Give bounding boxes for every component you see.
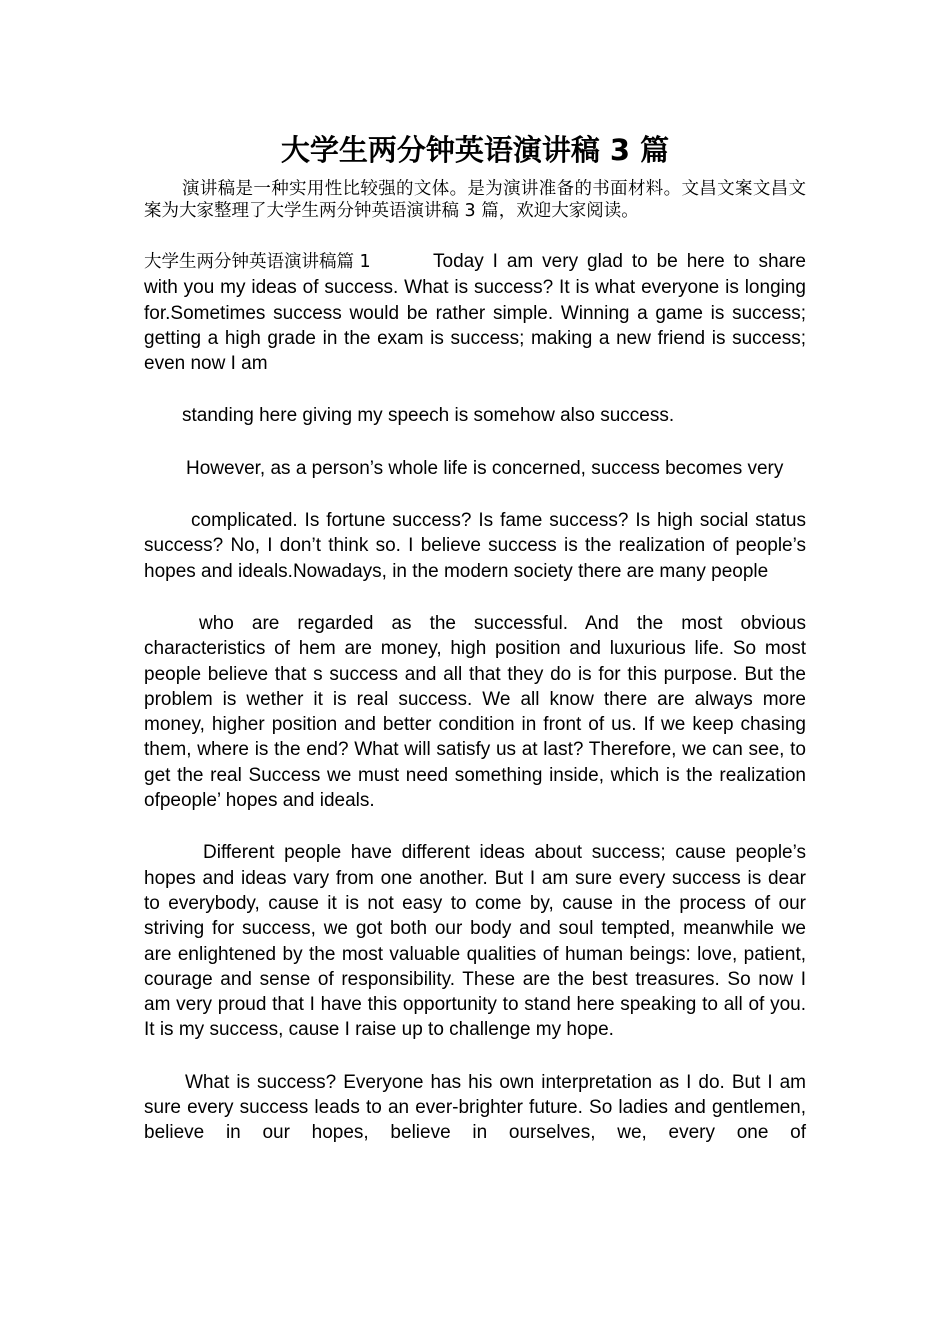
paragraph-6: Different people have different ideas about success; cause people’s hopes and ideas vary from one another. But I am sure every success is dear to everybody, cause it is not easy to come by, cause in the process of our striving for success, we got both our body and soul tempted, meanwhile we are enlightened by the most valuable qualities of human beings: love, patient, courage and sense of responsibility. These are the best treasures. So now I am very proud that I have this opportunity to stand here speaking to all of you. It is my success, cause I raise up to challenge my hope.	[144, 842, 806, 1041]
spacer	[144, 481, 806, 508]
section-heading: 大学生两分钟英语演讲稿篇 1	[144, 252, 371, 272]
paragraph-4: complicated. Is fortune success? Is fame success? Is high social status success? No, I don’t think so. I believe success is the realization of people’s hopes and ideals.Nowadays, in the modern society there are many people	[144, 510, 806, 582]
paragraph-2: standing here giving my speech is somehow also success.	[182, 405, 675, 427]
spacer	[144, 222, 806, 249]
paragraph-3: However, as a person’s whole life is concerned, success becomes very	[186, 457, 784, 479]
document-title: 大学生两分钟英语演讲稿 3 篇	[280, 133, 670, 167]
spacer	[144, 376, 806, 403]
spacer	[144, 584, 806, 611]
paragraph-7: What is success? Everyone has his own interpretation as I do. But I am sure every success leads to an ever-brighter future. So ladies and gentlemen, believe in our hopes, believe in ourselves, we, every one of	[144, 1071, 806, 1144]
intro-paragraph: 演讲稿是一种实用性比较强的文体。是为演讲准备的书面材料。文昌文案文昌文案为大家整理了大学生两分钟英语演讲稿 3 篇，欢迎大家阅读。	[144, 179, 806, 221]
document-page	[144, 128, 806, 1146]
spacer	[144, 1043, 806, 1070]
paragraph-text: Today I am very glad to be here to share with you my ideas of success. What is success? It is what everyone is longing for.Sometimes success would be rather simple. Winning a game is success; getting a high grade in the exam is success; making a new friend is success; even now I am	[144, 251, 806, 375]
paragraph-5: who are regarded as the successful. And the most obvious characteristics of hem are money, high position and luxurious life. So most people believe that s success and all that they do is for this purpose. But the problem is wether it is real success. We all know there are always more money, higher position and better condition in front of us. If we keep chasing them, where is the end? What will satisfy us at last? Therefore, we can see, to get the real Success we must need something inside, which is the realization ofpeople’ hopes and ideals.	[144, 612, 806, 812]
spacer	[144, 429, 806, 456]
spacer	[144, 813, 806, 840]
paragraph-1	[144, 249, 806, 376]
